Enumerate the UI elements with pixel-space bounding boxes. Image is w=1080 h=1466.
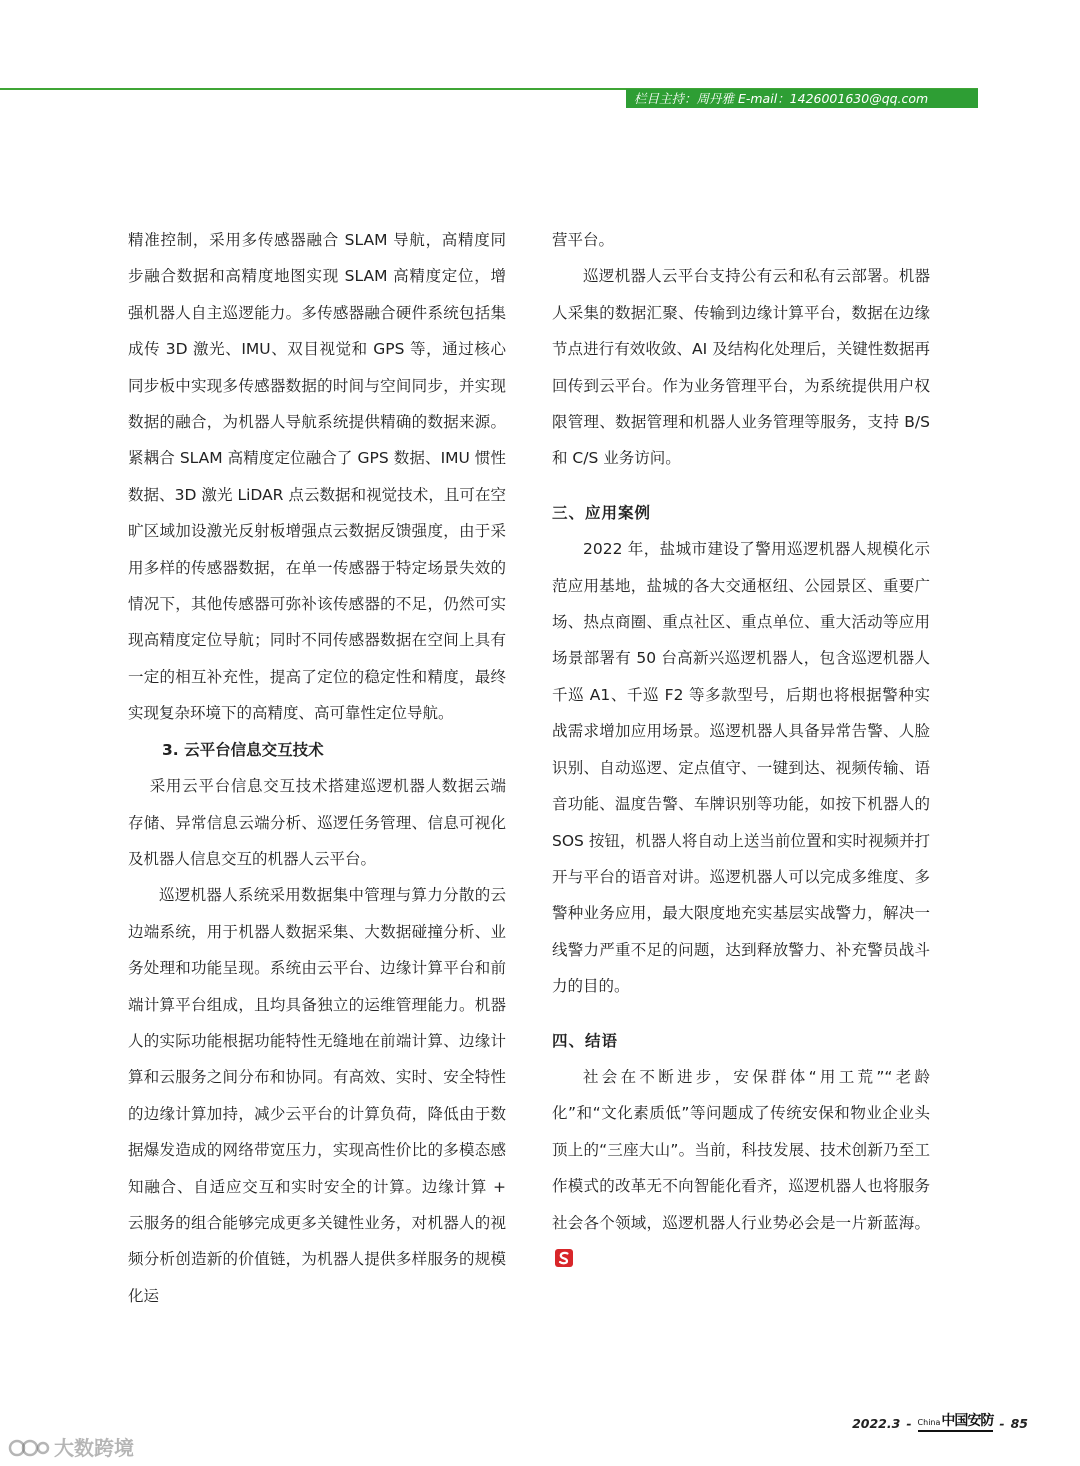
paragraph: 采用云平台信息交互技术搭建巡逻机器人数据云端存储、异常信息云端分析、巡逻任务管理、信息可视化及机器人信息交互的机器人云平台。 (128, 777, 506, 868)
subsection-heading: 3. 云平台信息交互技术 (162, 740, 324, 759)
watermark-text: 大数跨境 (54, 1436, 134, 1460)
paragraph: 巡逻机器人云平台支持公有云和私有云部署。机器人采集的数据汇聚、传输到边缘计算平台，数据在边缘节点进行有效收敛、AI 及结构化处理后，关键性数据再回传到云平台。作为业务管理平台，为系统提供用户权限管理、数据管理和机器人业务管理等服务，支持 B/S 和 C/S 业务访问。 (552, 267, 930, 468)
logo-prefix: China (917, 1418, 941, 1427)
paragraph-text: 社会在不断进步，安保群体“用工荒”“老龄化”和“文化素质低”等问题成了传统安保和物业企业头顶上的“三座大山”。当前，科技发展、技术创新乃至工作模式的改革无不向智能化看齐，巡逻机器人也将服务社会各个领域，巡逻机器人行业势必会是一片新蓝海。 (552, 1067, 930, 1232)
paragraph: 2022 年，盐城市建设了警用巡逻机器人规模化示范应用基地，盐城的各大交通枢纽、公园景区、重要广场、热点商圈、重点社区、重点单位、重大活动等应用场景部署有 50 台高新兴巡逻机器人，包含巡逻机器人千巡 A1、千巡 F2 等多款型号，后期也将根据警种实战需求增加应用场景。巡逻机器人具备异常告警、人脸识别、自动巡逻、定点值守、一键到达、视频传输、语音功能、温度告警、车牌识别等功能，如按下机器人的 SOS 按钮，机器人将自动上送当前位置和实时视频并打开与平台的语音对讲。巡逻机器人可以完成多维度、多警种业务应用，最大限度地充实基层实战警力，解决一线警力严重不足的问题，达到释放警力、补充警员战斗力的目的。 (552, 540, 930, 996)
footer-separator: - (999, 1415, 1005, 1431)
paragraph-last (552, 1059, 930, 1277)
editor-contact-text: 栏目主持：周丹雅 E-mail：1426001630@qq.com (634, 91, 929, 106)
page-footer (852, 1412, 1028, 1434)
left-column (128, 222, 506, 1314)
section-heading-applications: 三、应用案例 (552, 503, 652, 522)
article-end-mark-icon (555, 1249, 573, 1267)
footer-separator: - (906, 1415, 912, 1431)
page-number: 85 (1010, 1415, 1028, 1431)
logo-text: 中国安防 (941, 1413, 994, 1429)
issue-date: 2022.3 (852, 1415, 901, 1431)
paragraph: 营平台。 (552, 231, 615, 249)
column-editor-banner (626, 89, 978, 108)
paragraph: 精准控制，采用多传感器融合 SLAM 导航，高精度同步融合数据和高精度地图实现 SLAM 高精度定位，增强机器人自主巡逻能力。多传感器融合硬件系统包括集成传 3D 激光、IMU、双目视觉和 GPS 等，通过核心同步板中实现多传感器数据的时间与空间同步，并实现数据的融合，为机器人导航系统提供精确的数据来源。紧耦合 SLAM 高精度定位融合了 GPS 数据、IMU 惯性数据、3D 激光 LiDAR 点云数据和视觉技术，且可在空旷区域加设激光反射板增强点云数据反馈强度，由于采用多样的传感器数据，在单一传感器于特定场景失效的情况下，其他传感器可弥补该传感器的不足，仍然可实现高精度定位导航；同时不同传感器数据在空间上具有一定的相互补充性，提高了定位的稳定性和精度，最终实现复杂环境下的高精度、高可靠性定位导航。 (128, 231, 506, 723)
watermark (8, 1432, 134, 1461)
paragraph: 巡逻机器人系统采用数据集中管理与算力分散的云边端系统，用于机器人数据采集、大数据碰撞分析、业务处理和功能呈现。系统由云平台、边缘计算平台和前端计算平台组成，且均具备独立的运维管理能力。机器人的实际功能根据功能特性无缝地在前端计算、边缘计算和云服务之间分布和协同。有高效、实时、安全特性的边缘计算加持，减少云平台的计算负荷，降低由于数据爆发造成的网络带宽压力，实现高性价比的多模态感知融合、自适应交互和实时安全的计算。边缘计算 + 云服务的组合能够完成更多关键性业务，对机器人的视频分析创造新的价值链，为机器人提供多样服务的规模化运 (128, 886, 506, 1305)
right-column (552, 222, 930, 1277)
section-heading-conclusion: 四、结语 (552, 1031, 619, 1050)
magazine-logo (918, 1414, 994, 1432)
watermark-logo-icon (8, 1435, 50, 1459)
